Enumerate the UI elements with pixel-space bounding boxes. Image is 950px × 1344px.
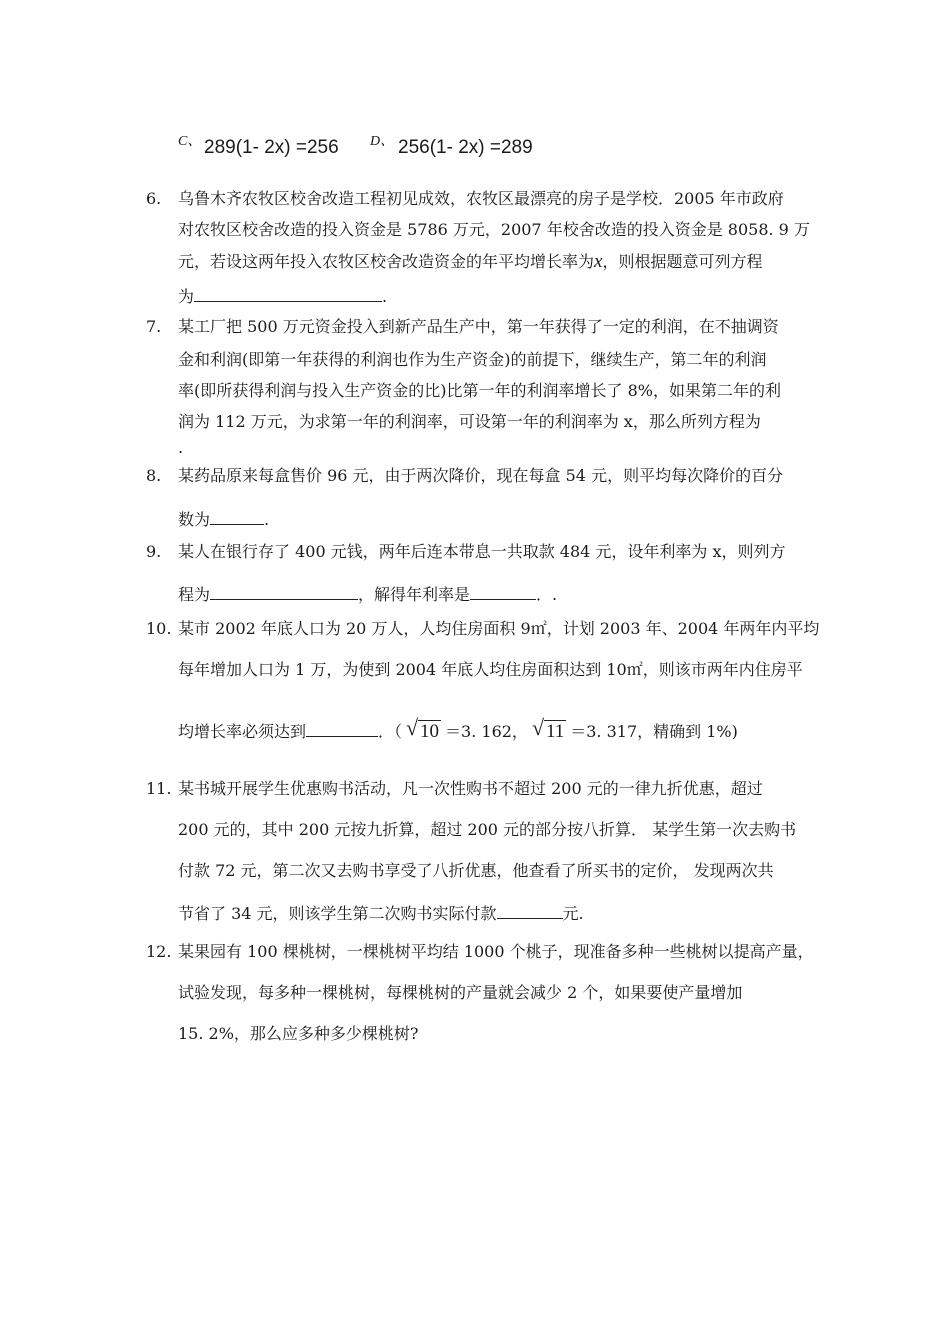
question-8-line-2 xyxy=(178,508,269,530)
question-9-line-1: 某人在银行存了 400 元钱，两年后连本带息一共取款 484 元，设年利率为 x，则列方 xyxy=(178,542,786,561)
question-7-line-1: 某工厂把 500 万元资金投入到新产品生产中，第一年获得了一定的利润，在不抽调资 xyxy=(178,317,779,336)
question-8-prefix: 数为 xyxy=(178,510,211,529)
sqrt-11 xyxy=(531,715,566,742)
question-11-suffix: 元. xyxy=(562,904,584,923)
question-11-line-2: 200 元的，其中 200 元按九折算，超过 200 元的部分按八折算． 某学生第一次去购书 xyxy=(178,820,797,839)
question-9-suffix: ．. xyxy=(536,585,558,604)
question-10-paren-open: ．（ xyxy=(378,722,403,741)
sqrt-10-radicand: 10 xyxy=(420,721,440,742)
question-6-line-3-text-a: 元，若设这两年投入农牧区校舍改造资金的年平均增长率为 xyxy=(178,252,595,271)
question-9-rate-blank[interactable] xyxy=(470,583,536,600)
option-d-formula: 256(1- 2x) =289 xyxy=(398,137,533,158)
radical-sign-icon: √ xyxy=(406,715,419,740)
sqrt-11-radicand: 11 xyxy=(545,721,565,742)
question-12-number: 12. xyxy=(146,942,172,961)
question-12-line-1: 某果园有 100 棵桃树，一棵桃树平均结 1000 个桃子，现准备多种一些桃树以提高产量， xyxy=(178,942,814,961)
question-6-suffix: . xyxy=(382,287,388,306)
question-6-prefix: 为 xyxy=(178,287,195,306)
question-8-answer-blank[interactable] xyxy=(210,508,264,525)
question-6-line-4 xyxy=(178,285,387,307)
question-12-line-3: 15. 2%，那么应多种多少棵桃树? xyxy=(178,1024,419,1043)
question-8-line-1: 某药品原来每盒售价 96 元，由于两次降价，现在每盒 54 元，则平均每次降价的百分 xyxy=(178,466,784,485)
question-10-number: 10. xyxy=(146,619,172,638)
question-7-line-5: . xyxy=(178,438,184,457)
question-7-line-3: 率(即所获得利润与投入生产资金的比)比第一年的利润率增长了 8%，如果第二年的利 xyxy=(178,381,781,400)
question-11-answer-blank[interactable] xyxy=(497,902,563,919)
question-10-line-1: 某市 2002 年底人口为 20 万人，人均住房面积 9㎡，计划 2003 年、2004 年两年内平均 xyxy=(178,619,820,638)
question-11-line-3: 付款 72 元，第二次又去购书享受了八折优惠，他查看了所买书的定价， 发现两次共 xyxy=(178,861,774,880)
question-9-middle: ，解得年利率是 xyxy=(358,585,471,604)
question-6-answer-blank[interactable] xyxy=(194,285,382,302)
question-8-suffix: . xyxy=(264,510,270,529)
question-6-line-3-text-b: ，则根据题意可列方程 xyxy=(602,252,763,271)
question-7-line-4: 润为 112 万元，为求第一年的利润率，可设第一年的利润率为 x，那么所列方程为 xyxy=(178,412,761,431)
radical-sign-icon: √ xyxy=(531,715,545,740)
question-6-line-3 xyxy=(178,252,762,272)
sqrt-10 xyxy=(406,715,441,742)
question-10-line-2: 每年增加人口为 1 万，为使到 2004 年底人均住房面积达到 10㎡，则该市两年内住房平 xyxy=(178,660,803,679)
sqrt-10-value: ＝3. 162， xyxy=(445,722,528,741)
question-10-answer-blank[interactable] xyxy=(306,720,378,737)
sqrt-11-value: ＝3. 317，精确到 1%) xyxy=(570,722,738,741)
question-10-line-3 xyxy=(178,715,738,742)
question-6-line-2: 对农牧区校舍改造的投入资金是 5786 万元，2007 年校舍改造的投入资金是 8058. 9 万 xyxy=(178,220,810,239)
question-9-line-2 xyxy=(178,583,557,605)
question-6-number: 6. xyxy=(146,189,162,208)
question-7-line-2: 金和利润(即第一年获得的利润也作为生产资金)的前提下，继续生产，第二年的利润 xyxy=(178,350,767,369)
question-9-number: 9. xyxy=(146,542,162,561)
question-11-line-1: 某书城开展学生优惠购书活动，凡一次性购书不超过 200 元的一律九折优惠，超过 xyxy=(178,779,763,798)
question-6-line-1: 乌鲁木齐农牧区校舍改造工程初见成效，农牧区最漂亮的房子是学校．2005 年市政府 xyxy=(178,189,784,208)
question-9-equation-blank[interactable] xyxy=(210,583,358,600)
option-c-letter: C、 xyxy=(178,134,202,149)
question-10-prefix: 均增长率必须达到 xyxy=(178,722,307,741)
question-12-line-2: 试验发现，每多种一棵桃树，每棵桃树的产量就会减少 2 个，如果要使产量增加 xyxy=(178,983,743,1002)
question-11-prefix: 节省了 34 元，则该学生第二次购书实际付款 xyxy=(178,904,497,923)
option-d-letter: D、 xyxy=(370,134,395,149)
option-c-formula: 289(1- 2x) =256 xyxy=(204,137,339,158)
question-11-line-4 xyxy=(178,902,584,924)
question-8-number: 8. xyxy=(146,466,162,485)
question-11-number: 11. xyxy=(146,779,172,798)
question-7-number: 7. xyxy=(146,317,162,336)
variable-x: x xyxy=(594,251,603,272)
question-9-prefix: 程为 xyxy=(178,585,211,604)
